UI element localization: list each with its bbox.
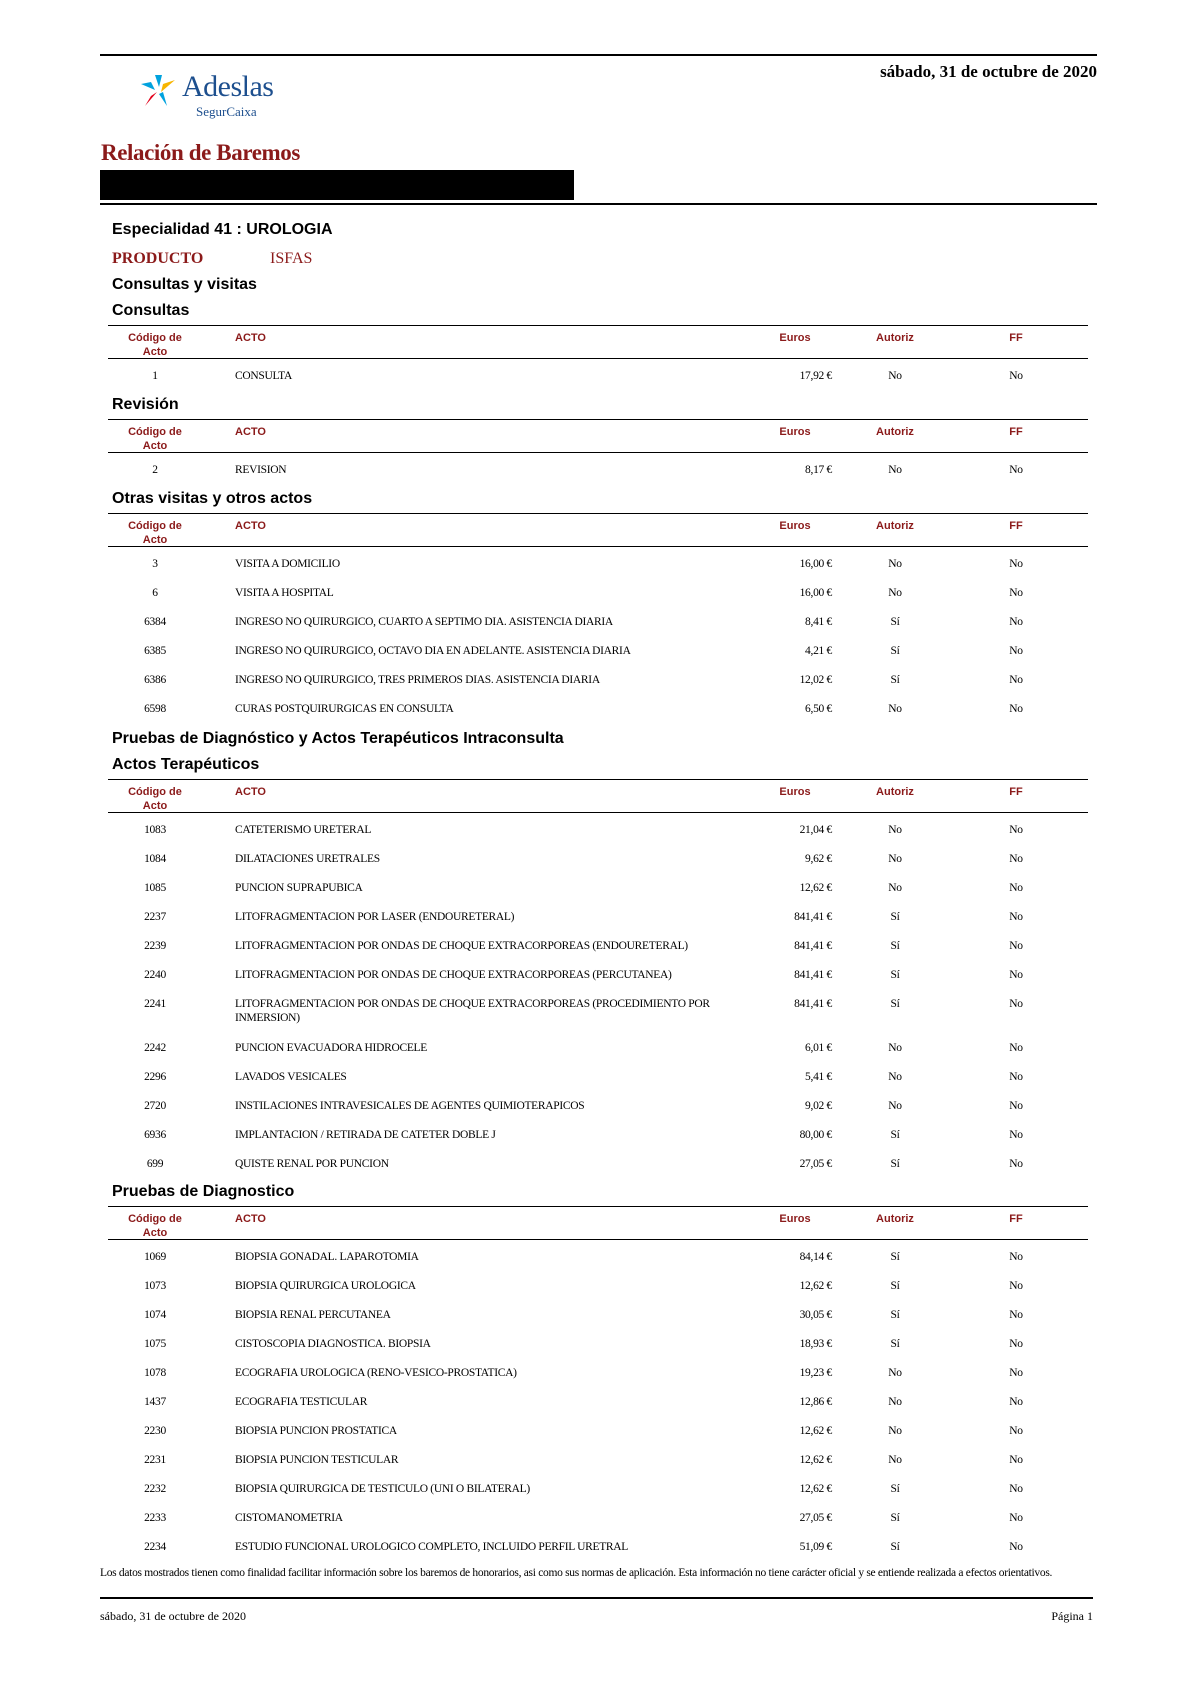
- cell-euros: 9,02 €: [805, 1100, 832, 1112]
- cell-acto: CURAS POSTQUIRURGICAS EN CONSULTA: [235, 703, 454, 715]
- cell-euros: 16,00 €: [799, 587, 832, 599]
- cell-acto: BIOPSIA RENAL PERCUTANEA: [235, 1309, 391, 1321]
- cell-autoriz: No: [888, 1042, 902, 1054]
- star-icon: [137, 72, 179, 108]
- header-rule: [100, 203, 1097, 205]
- logo-wordmark: Adeslas: [182, 70, 274, 103]
- cell-euros: 51,09 €: [799, 1541, 832, 1553]
- cell-autoriz: Sí: [890, 616, 900, 628]
- cell-ff: No: [1009, 587, 1023, 599]
- cell-autoriz: Sí: [890, 1512, 900, 1524]
- cell-ff: No: [1009, 674, 1023, 686]
- cell-euros: 6,50 €: [805, 703, 832, 715]
- cell-autoriz: Sí: [890, 911, 900, 923]
- cell-acto: PUNCION SUPRAPUBICA: [235, 882, 363, 894]
- cell-acto: CISTOSCOPIA DIAGNOSTICA. BIOPSIA: [235, 1338, 431, 1350]
- cell-ff: No: [1009, 1309, 1023, 1321]
- column-header-acto: ACTO: [235, 1213, 266, 1225]
- section-title-otras: Otras visitas y otros actos: [112, 490, 313, 507]
- disclaimer: Los datos mostrados tienen como finalidad facilitar información sobre los baremos de honorarios, asi como sus normas de aplicación. Esta información no tiene carácter oficial y se entiende realizada a efectos orientativos.: [100, 1567, 1053, 1579]
- footer-rule: [100, 1597, 1093, 1599]
- page-title: Relación de Baremos: [101, 140, 300, 165]
- column-header-code: Código de Acto: [128, 332, 182, 358]
- table-row: [108, 359, 1088, 388]
- table-row: [108, 929, 1088, 958]
- cell-autoriz: Sí: [890, 645, 900, 657]
- column-header-acto: ACTO: [235, 786, 266, 798]
- logo-subtitle: SegurCaixa: [196, 104, 257, 119]
- table-row: [108, 1147, 1088, 1176]
- cell-euros: 12,62 €: [799, 1483, 832, 1495]
- cell-acto: CISTOMANOMETRIA: [235, 1512, 343, 1524]
- cell-acto: DILATACIONES URETRALES: [235, 853, 380, 865]
- table-diagnostico: [108, 1206, 1088, 1559]
- cell-autoriz: No: [888, 853, 902, 865]
- column-header-code: Código de Acto: [128, 1213, 182, 1239]
- cell-acto: REVISION: [235, 464, 287, 476]
- cell-acto: LITOFRAGMENTACION POR ONDAS DE CHOQUE EXTRACORPOREAS (PERCUTANEA): [235, 969, 672, 981]
- table-otras: [108, 513, 1088, 721]
- cell-code: 1: [152, 370, 158, 382]
- cell-autoriz: No: [888, 370, 902, 382]
- cell-code: 1084: [144, 853, 166, 865]
- cell-ff: No: [1009, 911, 1023, 923]
- cell-ff: No: [1009, 1367, 1023, 1379]
- top-rule: [100, 54, 1097, 56]
- cell-ff: No: [1009, 616, 1023, 628]
- column-header-euros: Euros: [779, 426, 811, 438]
- cell-euros: 27,05 €: [799, 1512, 832, 1524]
- cell-ff: No: [1009, 882, 1023, 894]
- cell-ff: No: [1009, 853, 1023, 865]
- table-header: [108, 513, 1088, 547]
- cell-ff: No: [1009, 1338, 1023, 1350]
- table-row: [108, 605, 1088, 634]
- cell-ff: No: [1009, 1129, 1023, 1141]
- cell-euros: 12,62 €: [799, 882, 832, 894]
- table-row: [108, 1385, 1088, 1414]
- cell-autoriz: No: [888, 1100, 902, 1112]
- table-row: [108, 1443, 1088, 1472]
- table-header: [108, 419, 1088, 453]
- cell-autoriz: Sí: [890, 940, 900, 952]
- cell-ff: No: [1009, 1396, 1023, 1408]
- table-header: [108, 325, 1088, 359]
- cell-acto: QUISTE RENAL POR PUNCION: [235, 1158, 389, 1170]
- cell-code: 1073: [144, 1280, 166, 1292]
- cell-acto: ESTUDIO FUNCIONAL UROLOGICO COMPLETO, INCLUIDO PERFIL URETRAL: [235, 1541, 629, 1553]
- table-row: [108, 547, 1088, 576]
- cell-ff: No: [1009, 998, 1023, 1010]
- specialty-heading: Especialidad 41 : UROLOGIA: [112, 221, 333, 238]
- cell-ff: No: [1009, 1425, 1023, 1437]
- table-row: [108, 1060, 1088, 1089]
- cell-euros: 21,04 €: [799, 824, 832, 836]
- cell-ff: No: [1009, 703, 1023, 715]
- cell-euros: 9,62 €: [805, 853, 832, 865]
- cell-acto: BIOPSIA QUIRURGICA DE TESTICULO (UNI O BILATERAL): [235, 1483, 530, 1495]
- cell-ff: No: [1009, 824, 1023, 836]
- cell-code: 2239: [144, 940, 166, 952]
- table-row: [108, 987, 1088, 1031]
- cell-acto: ECOGRAFIA UROLOGICA (RENO-VESICO-PROSTATICA): [235, 1367, 517, 1379]
- adeslas-logo: [137, 68, 287, 123]
- table-row: [108, 1298, 1088, 1327]
- cell-acto: INGRESO NO QUIRURGICO, OCTAVO DIA EN ADELANTE. ASISTENCIA DIARIA: [235, 645, 631, 657]
- group-pruebas-actos: Pruebas de Diagnóstico y Actos Terapéuticos Intraconsulta: [112, 730, 564, 747]
- section-title-consultas: Consultas: [112, 302, 190, 319]
- table-row: [108, 958, 1088, 987]
- cell-acto: LITOFRAGMENTACION POR ONDAS DE CHOQUE EXTRACORPOREAS (PROCEDIMIENTO POR INMERSION): [235, 998, 710, 1024]
- column-header-ff: FF: [1009, 1213, 1023, 1225]
- cell-acto: LITOFRAGMENTACION POR ONDAS DE CHOQUE EXTRACORPOREAS (ENDOURETERAL): [235, 940, 688, 952]
- cell-ff: No: [1009, 464, 1023, 476]
- cell-acto: BIOPSIA PUNCION TESTICULAR: [235, 1454, 399, 1466]
- cell-code: 2296: [144, 1071, 166, 1083]
- table-row: [108, 813, 1088, 842]
- cell-euros: 16,00 €: [799, 558, 832, 570]
- cell-euros: 4,21 €: [805, 645, 832, 657]
- cell-code: 2237: [144, 911, 166, 923]
- cell-acto: ECOGRAFIA TESTICULAR: [235, 1396, 368, 1408]
- cell-code: 1437: [144, 1396, 166, 1408]
- cell-autoriz: Sí: [890, 1158, 900, 1170]
- table-row: [108, 1472, 1088, 1501]
- column-header-autoriz: Autoriz: [876, 520, 914, 532]
- column-header-euros: Euros: [779, 1213, 811, 1225]
- cell-autoriz: Sí: [890, 1129, 900, 1141]
- table-header: [108, 1206, 1088, 1240]
- table-row: [108, 1327, 1088, 1356]
- column-header-code: Código de Acto: [128, 786, 182, 812]
- column-header-autoriz: Autoriz: [876, 426, 914, 438]
- cell-autoriz: Sí: [890, 969, 900, 981]
- cell-ff: No: [1009, 370, 1023, 382]
- table-row: [108, 576, 1088, 605]
- cell-code: 2231: [144, 1454, 166, 1466]
- table-header: [108, 779, 1088, 813]
- cell-euros: 12,62 €: [799, 1454, 832, 1466]
- column-header-acto: ACTO: [235, 332, 266, 344]
- cell-autoriz: No: [888, 1367, 902, 1379]
- cell-euros: 5,41 €: [805, 1071, 832, 1083]
- column-header-acto: ACTO: [235, 426, 266, 438]
- cell-acto: BIOPSIA QUIRURGICA UROLOGICA: [235, 1280, 416, 1292]
- column-header-euros: Euros: [779, 520, 811, 532]
- table-revision: [108, 419, 1088, 482]
- cell-acto: BIOPSIA GONADAL. LAPAROTOMIA: [235, 1251, 419, 1263]
- cell-autoriz: Sí: [890, 674, 900, 686]
- cell-euros: 18,93 €: [799, 1338, 832, 1350]
- cell-code: 1078: [144, 1367, 166, 1379]
- cell-acto: LAVADOS VESICALES: [235, 1071, 347, 1083]
- report-date: sábado, 31 de octubre de 2020: [880, 62, 1097, 81]
- cell-euros: 12,62 €: [799, 1425, 832, 1437]
- cell-code: 1085: [144, 882, 166, 894]
- cell-code: 1075: [144, 1338, 166, 1350]
- cell-euros: 80,00 €: [799, 1129, 832, 1141]
- cell-autoriz: No: [888, 703, 902, 715]
- cell-acto: VISITA A HOSPITAL: [235, 587, 334, 599]
- cell-code: 3: [152, 558, 158, 570]
- table-row: [108, 1269, 1088, 1298]
- cell-ff: No: [1009, 1280, 1023, 1292]
- column-header-acto: ACTO: [235, 520, 266, 532]
- cell-ff: No: [1009, 940, 1023, 952]
- cell-code: 2240: [144, 969, 166, 981]
- product-label: PRODUCTO: [112, 250, 204, 267]
- section-title-diagnostico: Pruebas de Diagnostico: [112, 1183, 295, 1200]
- cell-euros: 841,41 €: [794, 969, 832, 981]
- cell-code: 2230: [144, 1425, 166, 1437]
- cell-code: 2242: [144, 1042, 166, 1054]
- cell-euros: 841,41 €: [794, 911, 832, 923]
- table-row: [108, 1118, 1088, 1147]
- redacted-bar: [100, 170, 574, 200]
- cell-euros: 12,62 €: [799, 1280, 832, 1292]
- column-header-autoriz: Autoriz: [876, 332, 914, 344]
- cell-ff: No: [1009, 1042, 1023, 1054]
- cell-acto: INSTILACIONES INTRAVESICALES DE AGENTES QUIMIOTERAPICOS: [235, 1100, 585, 1112]
- cell-autoriz: No: [888, 824, 902, 836]
- cell-acto: CATETERISMO URETERAL: [235, 824, 372, 836]
- table-terapeuticos: [108, 779, 1088, 1176]
- cell-autoriz: Sí: [890, 1541, 900, 1553]
- cell-acto: PUNCION EVACUADORA HIDROCELE: [235, 1042, 428, 1054]
- table-row: [108, 1240, 1088, 1269]
- cell-ff: No: [1009, 645, 1023, 657]
- table-row: [108, 900, 1088, 929]
- cell-ff: No: [1009, 1454, 1023, 1466]
- cell-autoriz: No: [888, 1071, 902, 1083]
- cell-autoriz: Sí: [890, 1483, 900, 1495]
- cell-autoriz: Sí: [890, 998, 900, 1010]
- column-header-euros: Euros: [779, 332, 811, 344]
- column-header-ff: FF: [1009, 520, 1023, 532]
- cell-euros: 17,92 €: [799, 370, 832, 382]
- cell-acto: IMPLANTACION / RETIRADA DE CATETER DOBLE J: [235, 1129, 496, 1141]
- column-header-euros: Euros: [779, 786, 811, 798]
- table-row: [108, 692, 1088, 721]
- cell-code: 6385: [144, 645, 166, 657]
- cell-autoriz: No: [888, 558, 902, 570]
- cell-autoriz: No: [888, 1396, 902, 1408]
- table-row: [108, 453, 1088, 482]
- cell-ff: No: [1009, 558, 1023, 570]
- cell-autoriz: No: [888, 882, 902, 894]
- product-value: ISFAS: [270, 250, 313, 267]
- column-header-autoriz: Autoriz: [876, 1213, 914, 1225]
- column-header-ff: FF: [1009, 332, 1023, 344]
- section-title-revision: Revisión: [112, 396, 179, 413]
- cell-ff: No: [1009, 1100, 1023, 1112]
- cell-code: 2233: [144, 1512, 166, 1524]
- page-number: Página 1: [1051, 1609, 1093, 1623]
- cell-autoriz: Sí: [890, 1251, 900, 1263]
- cell-autoriz: No: [888, 1454, 902, 1466]
- column-header-ff: FF: [1009, 786, 1023, 798]
- cell-ff: No: [1009, 1483, 1023, 1495]
- cell-acto: INGRESO NO QUIRURGICO, CUARTO A SEPTIMO DIA. ASISTENCIA DIARIA: [235, 616, 613, 628]
- table-row: [108, 871, 1088, 900]
- table-row: [108, 663, 1088, 692]
- cell-acto: LITOFRAGMENTACION POR LASER (ENDOURETERAL): [235, 911, 515, 923]
- cell-euros: 30,05 €: [799, 1309, 832, 1321]
- cell-euros: 12,86 €: [799, 1396, 832, 1408]
- cell-code: 699: [146, 1158, 164, 1170]
- cell-acto: BIOPSIA PUNCION PROSTATICA: [235, 1425, 397, 1437]
- cell-euros: 27,05 €: [799, 1158, 832, 1170]
- cell-ff: No: [1009, 1251, 1023, 1263]
- cell-euros: 84,14 €: [799, 1251, 832, 1263]
- cell-euros: 8,41 €: [805, 616, 832, 628]
- cell-code: 6384: [144, 616, 166, 628]
- column-header-autoriz: Autoriz: [876, 786, 914, 798]
- footer-date: sábado, 31 de octubre de 2020: [100, 1609, 246, 1623]
- cell-autoriz: Sí: [890, 1309, 900, 1321]
- cell-autoriz: No: [888, 1425, 902, 1437]
- cell-code: 6386: [144, 674, 166, 686]
- table-row: [108, 1031, 1088, 1060]
- table-consultas: [108, 325, 1088, 388]
- cell-acto: INGRESO NO QUIRURGICO, TRES PRIMEROS DIAS. ASISTENCIA DIARIA: [235, 674, 600, 686]
- cell-acto: VISITA A DOMICILIO: [235, 558, 340, 570]
- cell-code: 2234: [144, 1541, 166, 1553]
- cell-autoriz: Sí: [890, 1280, 900, 1292]
- cell-autoriz: No: [888, 587, 902, 599]
- cell-euros: 841,41 €: [794, 940, 832, 952]
- cell-euros: 8,17 €: [805, 464, 832, 476]
- cell-autoriz: No: [888, 464, 902, 476]
- table-row: [108, 1501, 1088, 1530]
- cell-code: 1069: [144, 1251, 166, 1263]
- column-header-code: Código de Acto: [128, 426, 182, 452]
- cell-code: 2720: [144, 1100, 166, 1112]
- cell-code: 6: [152, 587, 158, 599]
- section-title-terapeuticos: Actos Terapéuticos: [112, 756, 260, 773]
- cell-code: 6936: [144, 1129, 166, 1141]
- cell-ff: No: [1009, 1512, 1023, 1524]
- cell-code: 1083: [144, 824, 166, 836]
- cell-code: 6598: [144, 703, 166, 715]
- cell-ff: No: [1009, 1158, 1023, 1170]
- cell-euros: 12,02 €: [799, 674, 832, 686]
- table-row: [108, 1530, 1088, 1559]
- cell-euros: 6,01 €: [805, 1042, 832, 1054]
- cell-code: 2232: [144, 1483, 166, 1495]
- table-row: [108, 1414, 1088, 1443]
- cell-euros: 841,41 €: [794, 998, 832, 1010]
- cell-code: 1074: [144, 1309, 166, 1321]
- cell-acto: CONSULTA: [235, 370, 292, 382]
- group-consultas-visitas: Consultas y visitas: [112, 276, 257, 293]
- cell-code: 2: [152, 464, 158, 476]
- column-header-code: Código de Acto: [128, 520, 182, 546]
- cell-autoriz: Sí: [890, 1338, 900, 1350]
- cell-ff: No: [1009, 969, 1023, 981]
- table-row: [108, 634, 1088, 663]
- cell-ff: No: [1009, 1071, 1023, 1083]
- table-row: [108, 842, 1088, 871]
- column-header-ff: FF: [1009, 426, 1023, 438]
- cell-code: 2241: [144, 998, 166, 1010]
- table-row: [108, 1356, 1088, 1385]
- table-row: [108, 1089, 1088, 1118]
- cell-euros: 19,23 €: [799, 1367, 832, 1379]
- cell-ff: No: [1009, 1541, 1023, 1553]
